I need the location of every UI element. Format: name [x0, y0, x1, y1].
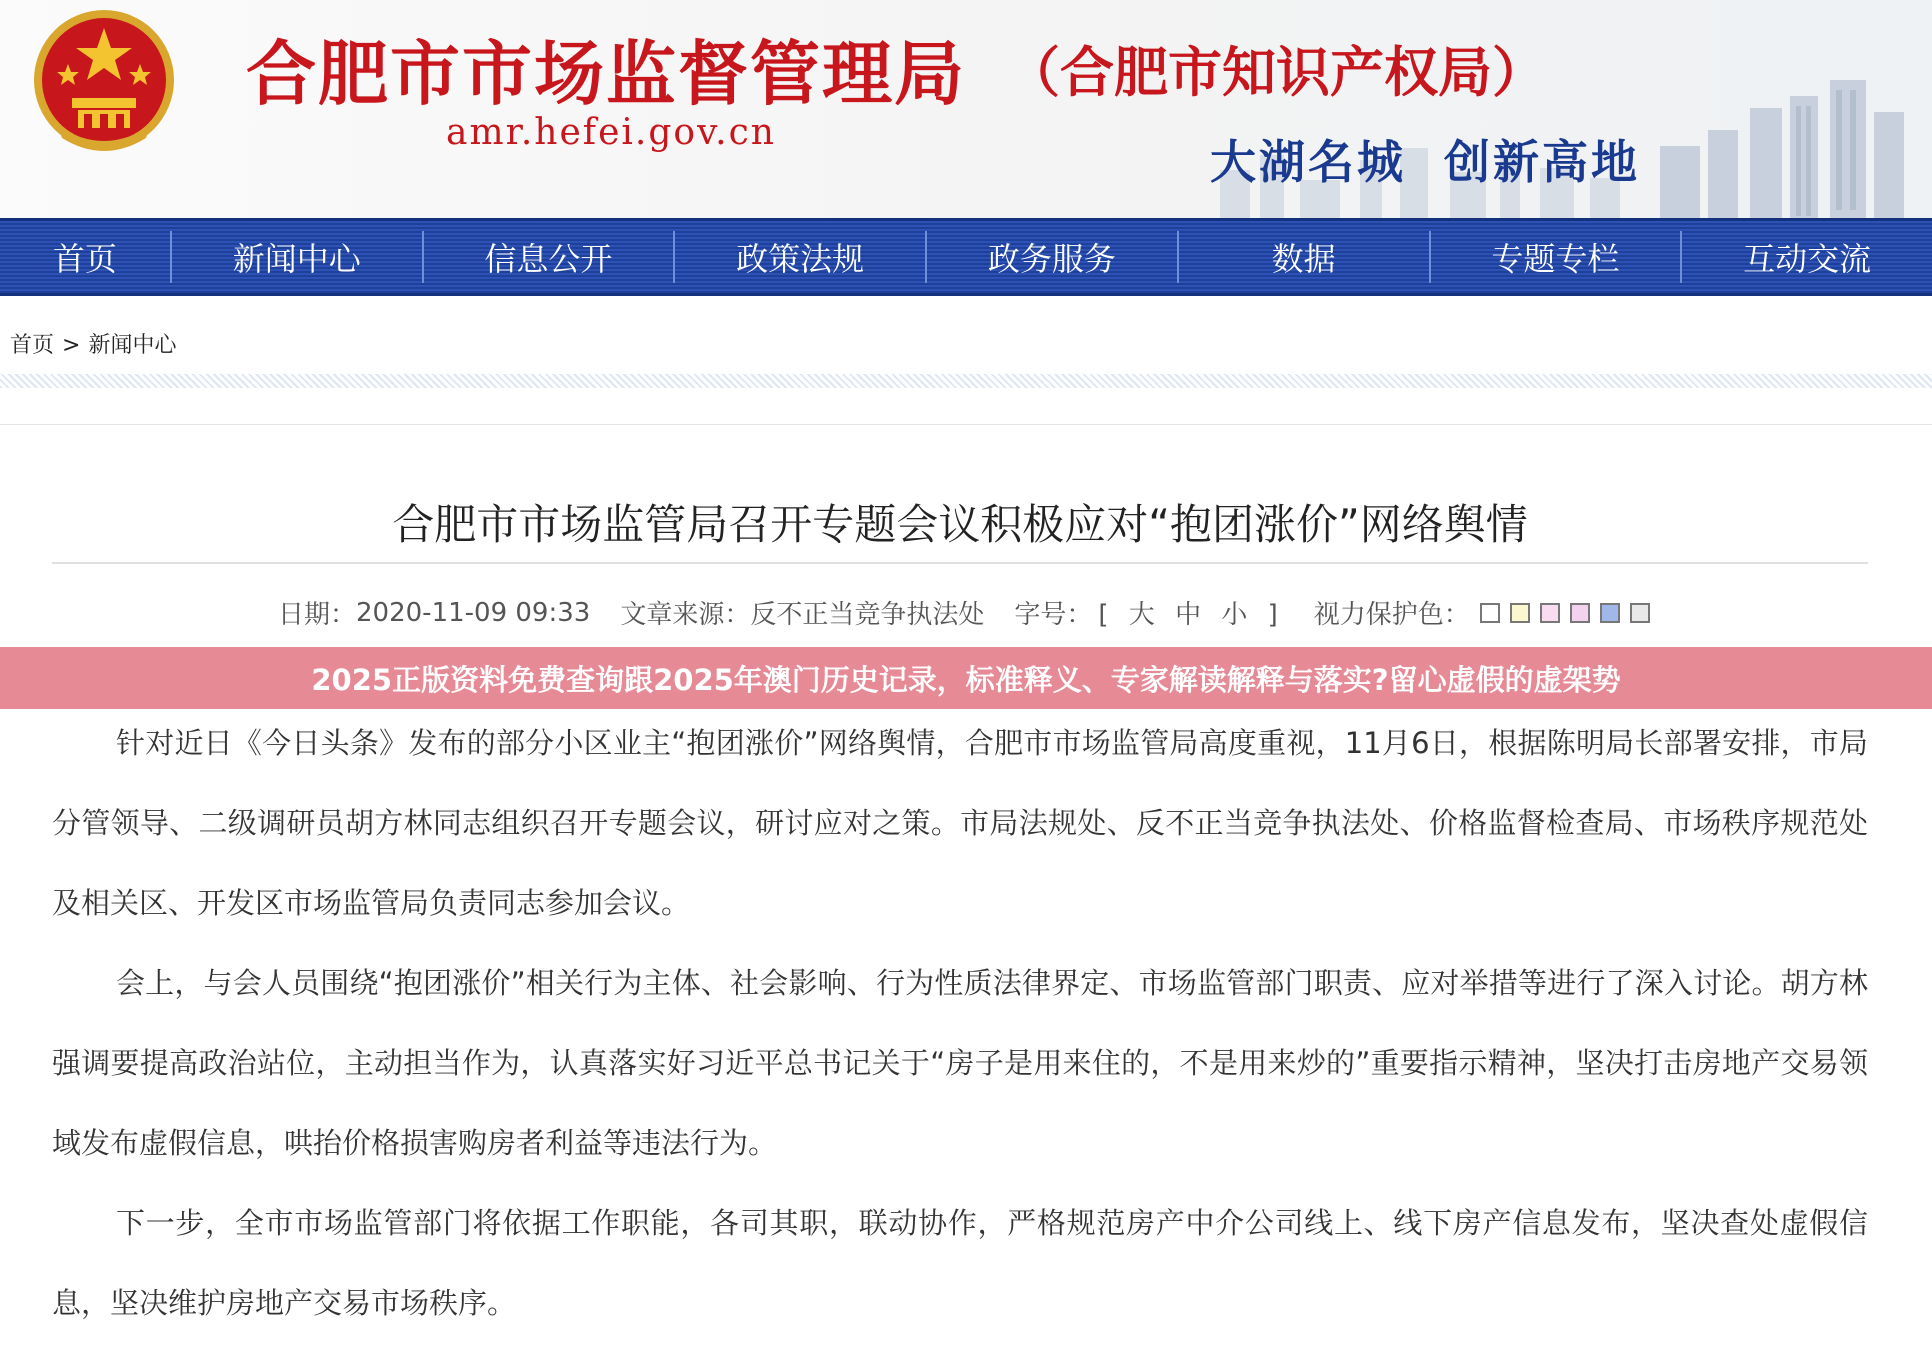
bracket-open: [	[1098, 600, 1109, 630]
article-paragraph: 针对近日《今日头条》发布的部分小区业主“抱团涨价”网络舆情，合肥市市场监管局高度重视，11月6日，根据陈明局长部署安排，市局分管领导、二级调研员胡方林同志组织召开专题会议，研讨应对之策。市局法规处、反不正当竞争执法处、价格监督检查局、市场秩序规范处及相关区、开发区市场监管局负责同志参加会议。	[52, 726, 1868, 920]
font-size-control	[1092, 594, 1283, 631]
font-small-button[interactable]: 小	[1221, 600, 1248, 630]
font-large-button[interactable]: 大	[1128, 600, 1155, 630]
nav-item-data[interactable]: 数据	[1271, 240, 1336, 278]
eye-color-violet-swatch[interactable]	[1570, 603, 1590, 623]
nav-item-services[interactable]: 政务服务	[987, 240, 1116, 278]
national-emblem-icon	[28, 6, 180, 166]
article-paragraph: 下一步，全市市场监管部门将依据工作职能，各司其职，联动协作，严格规范房产中介公司线上、线下房产信息发布，坚决查处虚假信息，坚决维护房地产交易市场秩序。	[52, 1206, 1868, 1320]
nav-item-news[interactable]: 新闻中心	[232, 240, 361, 278]
nav-item-home[interactable]: 首页	[52, 240, 117, 278]
overlay-banner	[0, 647, 1932, 709]
nav-item-info-disclosure[interactable]: 信息公开	[484, 240, 613, 278]
article-source: 反不正当竞争执法处	[750, 600, 985, 630]
publish-date: 2020-11-09 09:33	[356, 597, 591, 628]
breadcrumb	[10, 328, 176, 359]
article-title: 合肥市市场监管局召开专题会议积极应对“抱团涨价”网络舆情	[392, 500, 1528, 549]
breadcrumb-home-link[interactable]: 首页	[10, 333, 55, 358]
breadcrumb-separator: >	[62, 333, 81, 358]
font-medium-button[interactable]: 中	[1175, 600, 1202, 630]
decorative-band	[0, 374, 1932, 388]
font-size-label: 字号：	[1014, 600, 1093, 630]
site-subtitle: （合肥市知识产权局）	[1006, 40, 1546, 104]
bracket-close: ]	[1267, 600, 1278, 630]
site-title: 合肥市市场监督管理局	[246, 32, 966, 115]
article-paragraph: 会上，与会人员围绕“抱团涨价”相关行为主体、社会影响、行为性质法律界定、市场监管部门职责、应对举措等进行了深入讨论。胡方林强调要提高政治站位，主动担当作为，认真落实好习近平总书记关于“房子是用来住的，不是用来炒的”重要指示精神，坚决打击房地产交易领域发布虚假信息，哄抬价格损害购房者利益等违法行为。	[52, 966, 1868, 1160]
site-url: amr.hefei.gov.cn	[446, 112, 776, 153]
nav-item-interaction[interactable]: 互动交流	[1743, 240, 1872, 278]
content-divider	[0, 424, 1932, 425]
eye-color-gray-swatch[interactable]	[1630, 603, 1650, 623]
eye-color-yellow-swatch[interactable]	[1510, 603, 1530, 623]
site-slogan: 大湖名城 创新高地	[1210, 135, 1641, 189]
eye-color-white-swatch[interactable]	[1480, 603, 1500, 623]
breadcrumb-news-link[interactable]: 新闻中心	[88, 333, 177, 358]
date-label: 日期：	[278, 600, 357, 630]
banner-text: 2025正版资料免费查询跟2025年澳门历史记录，标准释义、专家解读解释与落实?留心虚假的虚架势	[311, 662, 1621, 697]
article-meta	[278, 594, 1650, 631]
site-header	[0, 0, 1932, 218]
nav-item-topics[interactable]: 专题专栏	[1491, 240, 1620, 278]
eye-color-pink-swatch[interactable]	[1540, 603, 1560, 623]
title-divider	[52, 562, 1868, 564]
source-label: 文章来源：	[620, 600, 751, 630]
main-nav	[0, 218, 1932, 296]
eye-color-blue-swatch[interactable]	[1600, 603, 1620, 623]
eye-protection-label: 视力保护色：	[1313, 600, 1470, 630]
nav-item-policy[interactable]: 政策法规	[736, 240, 865, 278]
